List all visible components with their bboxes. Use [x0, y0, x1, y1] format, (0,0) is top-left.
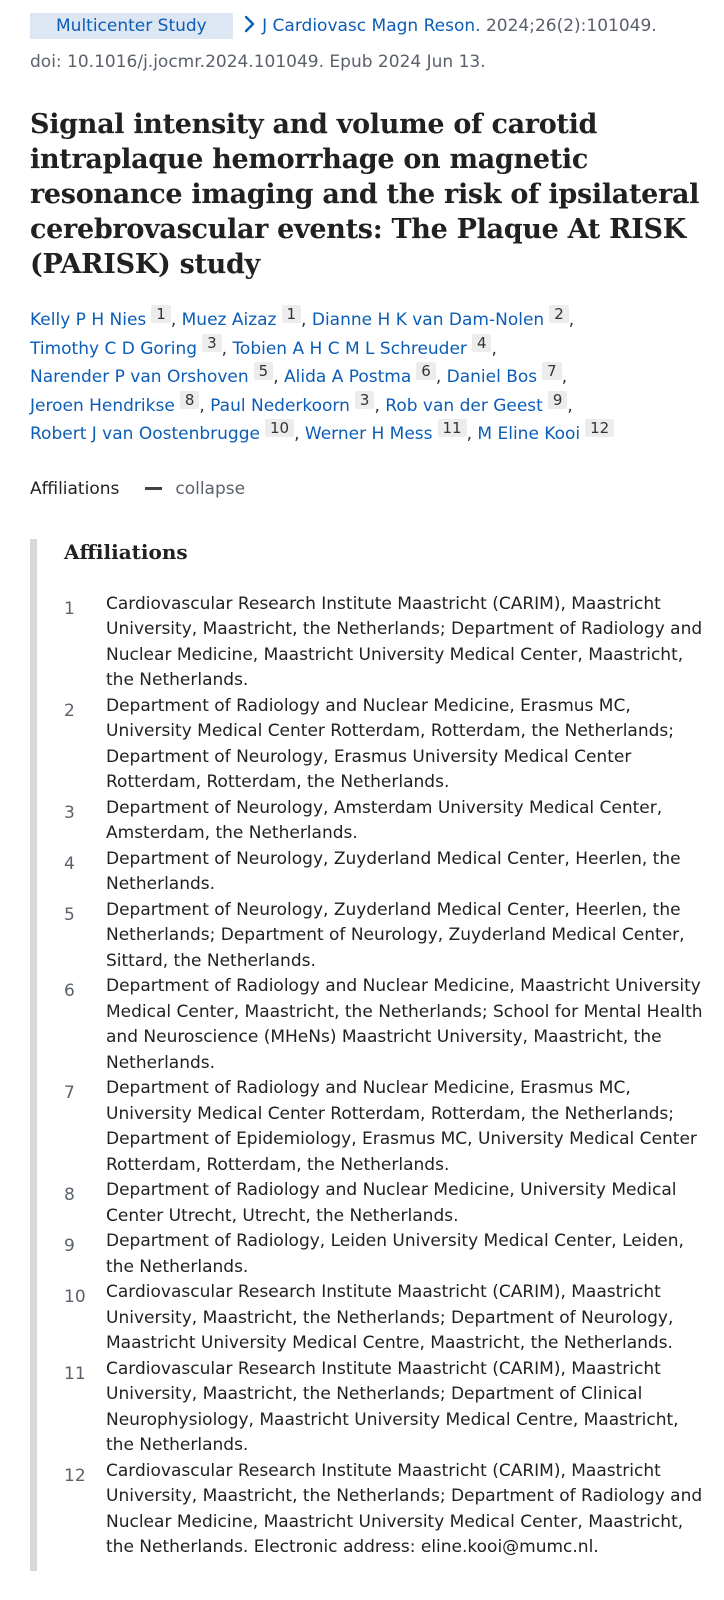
author-separator: , — [561, 367, 568, 387]
affiliation-number-badge[interactable]: 4 — [472, 334, 492, 352]
affiliation-number-badge[interactable]: 8 — [180, 391, 200, 409]
affiliation-number-badge[interactable]: 10 — [265, 419, 294, 437]
article-title: Signal intensity and volume of carotid intraplaque hemorrhage on magnetic resonance imaging and the risk of ipsilateral cerebrovascular events: The Plaque At RISK (PARISK) study — [30, 109, 700, 280]
affiliation-number-badge[interactable]: 6 — [416, 362, 436, 380]
affiliation-number-badge[interactable]: 11 — [438, 419, 467, 437]
author-link[interactable]: Tobien A H C M L Schreuder — [232, 338, 467, 359]
collapse-link[interactable]: collapse — [175, 478, 246, 499]
author-link[interactable]: Jeroen Hendrikse — [30, 395, 175, 416]
affiliation-number: 4 — [64, 853, 75, 874]
author-separator: , — [466, 424, 478, 444]
affiliation-item — [64, 592, 724, 694]
author-link[interactable]: Robert J van Oostenbrugge — [30, 424, 260, 444]
affiliations-toggle-label: Affiliations — [30, 478, 120, 499]
affiliation-number: 8 — [64, 1185, 75, 1205]
affiliation-number: 3 — [64, 802, 75, 823]
affiliation-item — [64, 1280, 724, 1357]
author-link[interactable]: Kelly P H Nies — [30, 310, 147, 330]
author-separator: , — [301, 310, 312, 330]
affiliation-text: Department of Radiology and Nuclear Medicine, Erasmus MC, University Medical Center Rotterdam, Rotterdam, the Netherlands; Department of Neurology, Erasmus University Medical Center Rotterdam, Rotterdam, the Netherlands. — [106, 695, 674, 792]
affiliation-number: 7 — [64, 1083, 75, 1103]
affiliation-number: 2 — [64, 700, 75, 721]
affiliation-text: Department of Neurology, Zuyderland Medical Center, Heerlen, the Netherlands. — [106, 848, 681, 894]
affiliation-number: 10 — [64, 1287, 86, 1307]
affiliation-number: 12 — [64, 1465, 86, 1486]
affiliation-text: Cardiovascular Research Institute Maastricht (CARIM), Maastricht University, Maastricht, the Netherlands; Department of Radiology and Nuclear Medicine, Maastricht University Medical Center, Maastricht, the Netherlands. — [106, 593, 703, 690]
author-separator: , — [374, 395, 386, 416]
citation-header — [30, 0, 724, 40]
author-link[interactable]: Paul Nederkoorn — [210, 395, 350, 416]
citation-details: 2024;26(2):101049. — [480, 16, 657, 36]
affiliation-number-badge[interactable]: 12 — [585, 419, 614, 437]
journal-link[interactable]: J Cardiovasc Magn Reson. — [262, 16, 481, 36]
author-link[interactable]: Werner H Mess — [304, 424, 433, 444]
affiliation-number: 1 — [64, 598, 75, 619]
affiliation-number-badge[interactable]: 1 — [151, 305, 171, 323]
doi-line: doi: 10.1016/j.jocmr.2024.101049. Epub 2024 Jun 13. — [30, 52, 486, 72]
publication-type-badge: Multicenter Study — [30, 13, 233, 39]
affiliation-number: 5 — [64, 904, 75, 925]
affiliation-text: Cardiovascular Research Institute Maastricht (CARIM), Maastricht University, Maastricht, the Netherlands; Department of Neurology, Maastricht University Medical Centre, Maastricht, the Netherlands. — [106, 1282, 674, 1353]
author-separator: , — [435, 367, 447, 387]
author-link[interactable]: Alida A Postma — [284, 367, 412, 387]
affiliation-text: Department of Radiology and Nuclear Medicine, University Medical Center Utrecht, Utrecht, the Netherlands. — [106, 1180, 677, 1226]
affiliation-number-badge[interactable]: 3 — [202, 334, 222, 352]
affiliation-item — [64, 1076, 724, 1178]
affiliation-text: Cardiovascular Research Institute Maastricht (CARIM), Maastricht University, Maastricht, the Netherlands; Department of Radiology and Nuclear Medicine, Maastricht University Medical Center, Maastricht, the Netherlands. Electronic address: eline.kooi@mumc.nl. — [106, 1460, 703, 1557]
affiliation-item — [64, 1178, 724, 1229]
affiliation-number-badge[interactable]: 2 — [549, 305, 569, 323]
affiliations-heading: Affiliations — [64, 539, 188, 564]
affiliation-text: Department of Neurology, Amsterdam University Medical Center, Amsterdam, the Netherlands. — [106, 797, 663, 843]
affiliation-number: 11 — [64, 1363, 86, 1384]
affiliation-number: 9 — [64, 1236, 75, 1256]
affiliations-list — [64, 592, 724, 1561]
affiliation-item — [64, 1459, 724, 1561]
affiliation-item — [64, 1357, 724, 1459]
affiliation-text: Department of Radiology and Nuclear Medicine, Maastricht University Medical Center, Maastricht, the Netherlands; School for Mental Health and Neuroscience (MHeNs) Maastricht University, Maastricht, the Netherlands. — [106, 976, 703, 1073]
author-separator: , — [221, 338, 233, 359]
affiliation-number-badge[interactable]: 1 — [282, 305, 302, 323]
affiliation-item — [64, 847, 724, 898]
affiliation-number-badge[interactable]: 5 — [254, 362, 274, 380]
author-link[interactable]: Daniel Bos — [446, 367, 538, 387]
author-separator: , — [273, 367, 284, 387]
affiliation-text: Department of Neurology, Zuyderland Medical Center, Heerlen, the Netherlands; Department of Neurology, Zuyderland Medical Center, Sittard, the Netherlands. — [106, 899, 685, 971]
author-link[interactable]: Rob van der Geest — [385, 395, 543, 416]
chevron-right-icon — [244, 15, 256, 33]
affiliation-text: Department of Radiology and Nuclear Medicine, Erasmus MC, University Medical Center Rotterdam, Rotterdam, the Netherlands; Department of Epidemiology, Erasmus MC, University Medical Center Rotterdam, Rotterdam, the Netherlands. — [106, 1078, 697, 1175]
author-link[interactable]: Narender P van Orshoven — [30, 367, 249, 387]
affiliation-number-badge[interactable]: 3 — [355, 391, 375, 409]
affiliation-number: 6 — [64, 981, 75, 1001]
author-separator: , — [491, 338, 497, 359]
affiliation-item — [64, 1229, 724, 1280]
affiliations-toggle[interactable] — [30, 476, 724, 502]
author-link[interactable]: Dianne H K van Dam-Nolen — [311, 310, 545, 330]
affiliation-item — [64, 694, 724, 796]
author-separator: , — [568, 310, 575, 330]
author-separator: , — [294, 424, 305, 444]
affiliation-text: Cardiovascular Research Institute Maastricht (CARIM), Maastricht University, Maastricht, the Netherlands; Department of Clinical Neurophysiology, Maastricht University Medical Centre, Maastricht, the Netherlands. — [106, 1358, 679, 1455]
affiliation-number-badge[interactable]: 9 — [548, 391, 568, 409]
affiliation-text: Department of Radiology, Leiden University Medical Center, Leiden, the Netherlands. — [106, 1231, 684, 1277]
author-link[interactable]: Muez Aizaz — [181, 310, 277, 330]
author-list — [30, 305, 724, 448]
minus-icon — [145, 487, 162, 490]
author-separator: , — [170, 310, 182, 330]
affiliation-item — [64, 796, 724, 847]
affiliations-panel — [30, 539, 724, 1571]
author-link[interactable]: M Eline Kooi — [477, 424, 581, 444]
affiliation-item — [64, 898, 724, 975]
affiliation-item — [64, 974, 724, 1076]
author-separator: , — [567, 395, 573, 416]
affiliation-number-badge[interactable]: 7 — [542, 362, 562, 380]
author-separator: , — [199, 395, 211, 416]
author-link[interactable]: Timothy C D Goring — [30, 338, 198, 359]
